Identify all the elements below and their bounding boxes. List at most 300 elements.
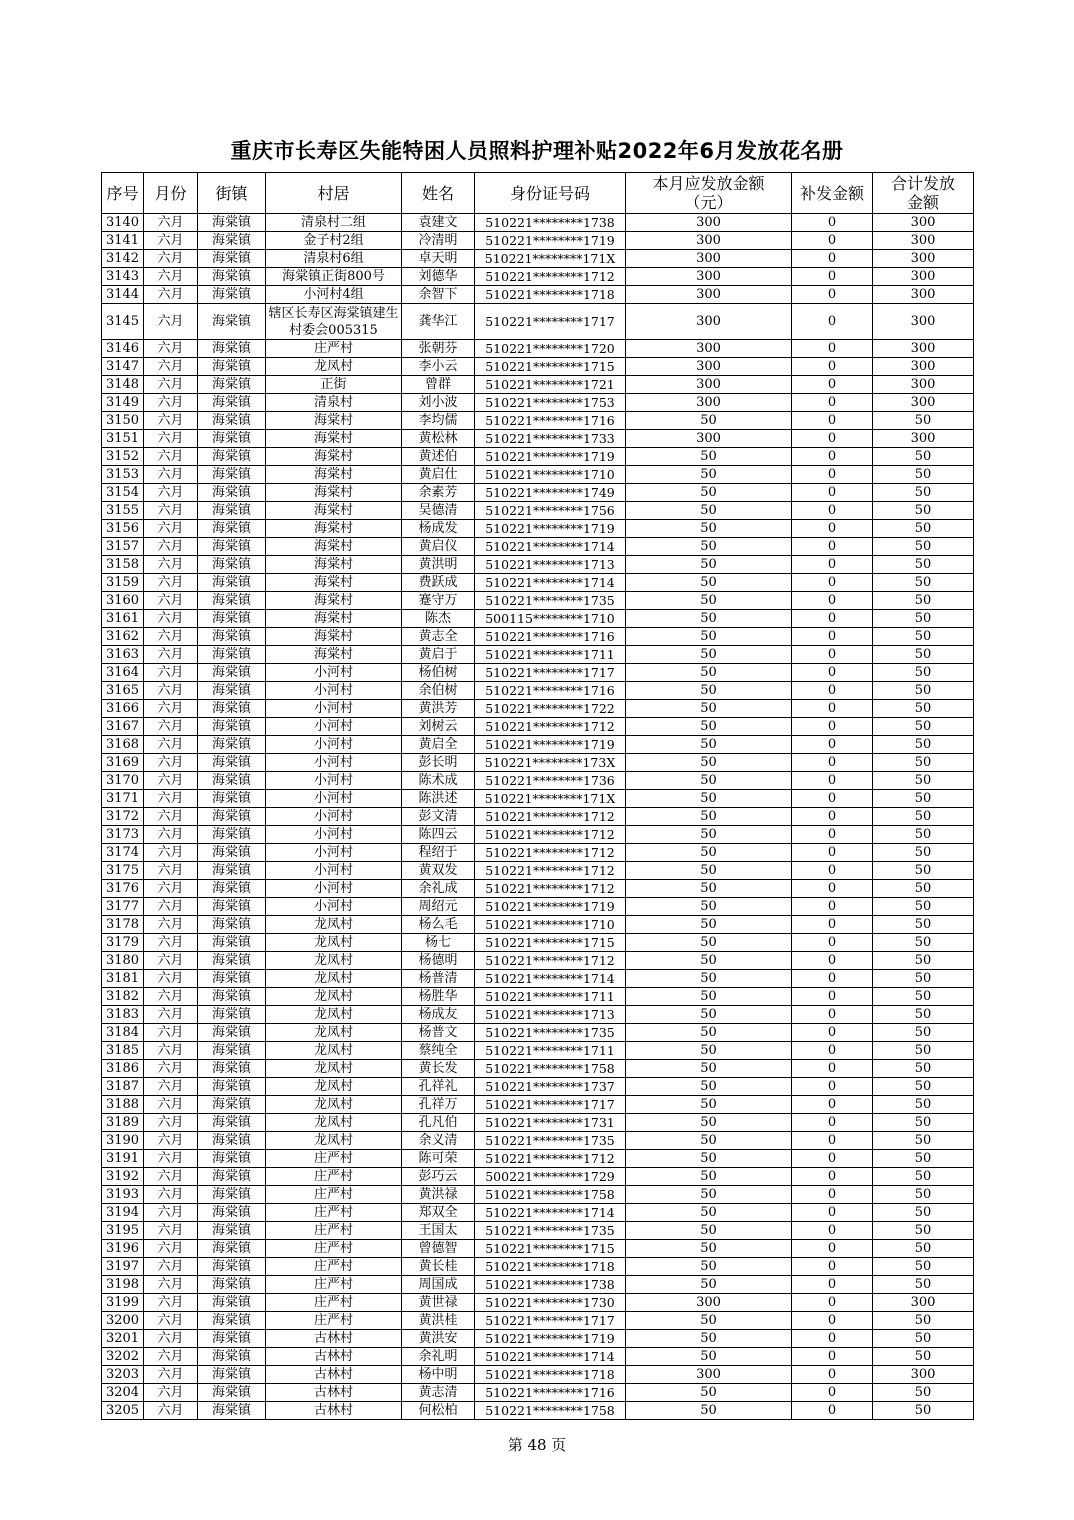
cell-total: 50: [873, 898, 974, 916]
cell-month: 六月: [144, 610, 198, 628]
cell-town: 海棠镇: [198, 1294, 266, 1312]
cell-backpay: 0: [792, 952, 873, 970]
cell-id-number: 510221********1716: [475, 412, 626, 430]
cell-name: 费跃成: [402, 574, 475, 592]
cell-village: 小河村: [266, 790, 402, 808]
cell-total: 50: [873, 844, 974, 862]
cell-monthly-amount: 50: [626, 1024, 792, 1042]
cell-village: 海棠村: [266, 466, 402, 484]
cell-monthly-amount: 300: [626, 286, 792, 304]
cell-monthly-amount: 50: [626, 1330, 792, 1348]
cell-backpay: 0: [792, 1078, 873, 1096]
cell-month: 六月: [144, 1096, 198, 1114]
cell-backpay: 0: [792, 376, 873, 394]
cell-id-number: 510221********1716: [475, 682, 626, 700]
cell-index: 3205: [102, 1402, 144, 1420]
cell-town: 海棠镇: [198, 880, 266, 898]
cell-month: 六月: [144, 1366, 198, 1384]
roster-table: [101, 172, 974, 1420]
cell-monthly-amount: 50: [626, 1240, 792, 1258]
cell-backpay: 0: [792, 412, 873, 430]
cell-name: 黄志清: [402, 1384, 475, 1402]
cell-month: 六月: [144, 1222, 198, 1240]
cell-id-number: 510221********1712: [475, 718, 626, 736]
cell-village: 庄严村: [266, 1222, 402, 1240]
cell-index: 3170: [102, 772, 144, 790]
cell-town: 海棠镇: [198, 214, 266, 232]
cell-index: 3184: [102, 1024, 144, 1042]
table-row: [102, 898, 974, 916]
cell-month: 六月: [144, 1240, 198, 1258]
cell-total: 50: [873, 1060, 974, 1078]
cell-total: 50: [873, 664, 974, 682]
cell-index: 3174: [102, 844, 144, 862]
cell-monthly-amount: 300: [626, 358, 792, 376]
cell-total: 50: [873, 718, 974, 736]
cell-town: 海棠镇: [198, 1096, 266, 1114]
cell-total: 300: [873, 376, 974, 394]
cell-backpay: 0: [792, 826, 873, 844]
cell-monthly-amount: 50: [626, 1384, 792, 1402]
cell-id-number: 510221********1714: [475, 1204, 626, 1222]
cell-index: 3147: [102, 358, 144, 376]
cell-village: 清泉村6组: [266, 250, 402, 268]
cell-monthly-amount: 50: [626, 700, 792, 718]
cell-id-number: 510221********1712: [475, 862, 626, 880]
cell-index: 3177: [102, 898, 144, 916]
cell-total: 50: [873, 952, 974, 970]
cell-monthly-amount: 50: [626, 1222, 792, 1240]
cell-village: 海棠村: [266, 430, 402, 448]
cell-total: 50: [873, 502, 974, 520]
cell-monthly-amount: 50: [626, 646, 792, 664]
cell-month: 六月: [144, 1132, 198, 1150]
cell-total: 300: [873, 430, 974, 448]
cell-index: 3195: [102, 1222, 144, 1240]
cell-monthly-amount: 50: [626, 466, 792, 484]
table-row: [102, 412, 974, 430]
table-row: [102, 1186, 974, 1204]
col-header-name: 姓名: [402, 173, 475, 214]
cell-name: 孔凡伯: [402, 1114, 475, 1132]
cell-index: 3173: [102, 826, 144, 844]
cell-name: 周国成: [402, 1276, 475, 1294]
cell-backpay: 0: [792, 1204, 873, 1222]
cell-village: 庄严村: [266, 1294, 402, 1312]
cell-index: 3192: [102, 1168, 144, 1186]
cell-monthly-amount: 50: [626, 772, 792, 790]
cell-month: 六月: [144, 1024, 198, 1042]
cell-total: 300: [873, 340, 974, 358]
cell-index: 3152: [102, 448, 144, 466]
cell-index: 3162: [102, 628, 144, 646]
cell-total: 50: [873, 970, 974, 988]
cell-village: 古林村: [266, 1348, 402, 1366]
cell-monthly-amount: 50: [626, 448, 792, 466]
cell-village: 小河村: [266, 862, 402, 880]
cell-month: 六月: [144, 1348, 198, 1366]
cell-monthly-amount: 50: [626, 808, 792, 826]
cell-month: 六月: [144, 1330, 198, 1348]
cell-town: 海棠镇: [198, 772, 266, 790]
cell-monthly-amount: 50: [626, 1402, 792, 1420]
cell-backpay: 0: [792, 736, 873, 754]
cell-id-number: 510221********1731: [475, 1114, 626, 1132]
cell-month: 六月: [144, 466, 198, 484]
cell-total: 50: [873, 808, 974, 826]
cell-total: 50: [873, 538, 974, 556]
cell-town: 海棠镇: [198, 736, 266, 754]
cell-index: 3166: [102, 700, 144, 718]
table-row: [102, 304, 974, 340]
cell-name: 张朝芬: [402, 340, 475, 358]
cell-id-number: 500115********1710: [475, 610, 626, 628]
cell-name: 程绍于: [402, 844, 475, 862]
cell-name: 余义清: [402, 1132, 475, 1150]
cell-monthly-amount: 300: [626, 250, 792, 268]
table-row: [102, 250, 974, 268]
cell-backpay: 0: [792, 1222, 873, 1240]
cell-index: 3169: [102, 754, 144, 772]
cell-month: 六月: [144, 592, 198, 610]
table-row: [102, 448, 974, 466]
cell-monthly-amount: 300: [626, 1366, 792, 1384]
cell-name: 周绍元: [402, 898, 475, 916]
cell-name: 杨么毛: [402, 916, 475, 934]
cell-total: 300: [873, 250, 974, 268]
cell-town: 海棠镇: [198, 520, 266, 538]
cell-month: 六月: [144, 664, 198, 682]
cell-index: 3155: [102, 502, 144, 520]
cell-backpay: 0: [792, 304, 873, 340]
cell-id-number: 510221********1714: [475, 1348, 626, 1366]
cell-village: 小河村: [266, 826, 402, 844]
cell-monthly-amount: 50: [626, 556, 792, 574]
cell-town: 海棠镇: [198, 988, 266, 1006]
table-row: [102, 520, 974, 538]
cell-town: 海棠镇: [198, 448, 266, 466]
cell-name: 黄洪禄: [402, 1186, 475, 1204]
cell-village: 龙凤村: [266, 1078, 402, 1096]
cell-total: 300: [873, 214, 974, 232]
cell-village: 小河村: [266, 880, 402, 898]
cell-total: 300: [873, 1294, 974, 1312]
table-row: [102, 232, 974, 250]
cell-name: 杨七: [402, 934, 475, 952]
cell-town: 海棠镇: [198, 574, 266, 592]
cell-id-number: 510221********1758: [475, 1060, 626, 1078]
table-row: [102, 862, 974, 880]
cell-month: 六月: [144, 1384, 198, 1402]
cell-index: 3181: [102, 970, 144, 988]
cell-monthly-amount: 50: [626, 1258, 792, 1276]
cell-village: 海棠村: [266, 520, 402, 538]
cell-backpay: 0: [792, 1330, 873, 1348]
cell-monthly-amount: 300: [626, 304, 792, 340]
cell-town: 海棠镇: [198, 1186, 266, 1204]
cell-monthly-amount: 50: [626, 574, 792, 592]
cell-index: 3163: [102, 646, 144, 664]
table-row: [102, 1402, 974, 1420]
cell-id-number: 510221********171X: [475, 250, 626, 268]
cell-monthly-amount: 50: [626, 412, 792, 430]
cell-index: 3145: [102, 304, 144, 340]
cell-backpay: 0: [792, 1312, 873, 1330]
cell-monthly-amount: 50: [626, 934, 792, 952]
cell-total: 50: [873, 916, 974, 934]
cell-month: 六月: [144, 970, 198, 988]
table-row: [102, 1312, 974, 1330]
cell-total: 50: [873, 1078, 974, 1096]
cell-village: 龙凤村: [266, 1096, 402, 1114]
table-row: [102, 1168, 974, 1186]
cell-village: 小河村: [266, 772, 402, 790]
cell-town: 海棠镇: [198, 898, 266, 916]
cell-town: 海棠镇: [198, 1330, 266, 1348]
cell-index: 3160: [102, 592, 144, 610]
cell-monthly-amount: 300: [626, 214, 792, 232]
cell-total: 50: [873, 1384, 974, 1402]
table-row: [102, 970, 974, 988]
cell-name: 黄洪芳: [402, 700, 475, 718]
cell-backpay: 0: [792, 664, 873, 682]
cell-index: 3151: [102, 430, 144, 448]
cell-village: 海棠村: [266, 646, 402, 664]
cell-backpay: 0: [792, 556, 873, 574]
cell-total: 50: [873, 556, 974, 574]
cell-total: 50: [873, 1042, 974, 1060]
cell-backpay: 0: [792, 502, 873, 520]
cell-name: 黄述伯: [402, 448, 475, 466]
cell-id-number: 510221********1718: [475, 286, 626, 304]
cell-month: 六月: [144, 772, 198, 790]
cell-town: 海棠镇: [198, 862, 266, 880]
cell-index: 3183: [102, 1006, 144, 1024]
cell-month: 六月: [144, 862, 198, 880]
cell-village: 小河村: [266, 898, 402, 916]
cell-town: 海棠镇: [198, 1276, 266, 1294]
cell-name: 李均儒: [402, 412, 475, 430]
cell-name: 冷清明: [402, 232, 475, 250]
cell-town: 海棠镇: [198, 340, 266, 358]
cell-total: 50: [873, 610, 974, 628]
cell-village: 小河村: [266, 682, 402, 700]
cell-total: 50: [873, 646, 974, 664]
cell-monthly-amount: 300: [626, 232, 792, 250]
cell-id-number: 510221********1712: [475, 268, 626, 286]
cell-name: 黄启于: [402, 646, 475, 664]
cell-index: 3171: [102, 790, 144, 808]
table-row: [102, 772, 974, 790]
cell-name: 黄启全: [402, 736, 475, 754]
cell-backpay: 0: [792, 430, 873, 448]
cell-id-number: 510221********1713: [475, 556, 626, 574]
cell-town: 海棠镇: [198, 1366, 266, 1384]
cell-name: 陈杰: [402, 610, 475, 628]
cell-name: 黄洪桂: [402, 1312, 475, 1330]
cell-town: 海棠镇: [198, 1060, 266, 1078]
cell-village: 古林村: [266, 1384, 402, 1402]
table-row: [102, 1348, 974, 1366]
cell-id-number: 510221********1711: [475, 646, 626, 664]
cell-total: 300: [873, 268, 974, 286]
col-header-village: 村居: [266, 173, 402, 214]
cell-total: 50: [873, 1114, 974, 1132]
cell-total: 50: [873, 790, 974, 808]
cell-backpay: 0: [792, 970, 873, 988]
table-row: [102, 466, 974, 484]
table-row: [102, 844, 974, 862]
cell-village: 庄严村: [266, 1186, 402, 1204]
cell-month: 六月: [144, 1150, 198, 1168]
cell-backpay: 0: [792, 1258, 873, 1276]
table-row: [102, 556, 974, 574]
cell-village: 辖区长寿区海棠镇建生村委会005315: [266, 304, 402, 340]
table-row: [102, 574, 974, 592]
cell-name: 余礼成: [402, 880, 475, 898]
cell-town: 海棠镇: [198, 412, 266, 430]
cell-month: 六月: [144, 754, 198, 772]
cell-town: 海棠镇: [198, 358, 266, 376]
cell-index: 3156: [102, 520, 144, 538]
cell-backpay: 0: [792, 1006, 873, 1024]
cell-backpay: 0: [792, 448, 873, 466]
cell-total: 300: [873, 304, 974, 340]
cell-id-number: 510221********1719: [475, 232, 626, 250]
cell-backpay: 0: [792, 844, 873, 862]
cell-total: 50: [873, 862, 974, 880]
cell-month: 六月: [144, 1294, 198, 1312]
cell-total: 50: [873, 826, 974, 844]
table-row: [102, 1384, 974, 1402]
cell-month: 六月: [144, 1042, 198, 1060]
cell-name: 黄长发: [402, 1060, 475, 1078]
cell-backpay: 0: [792, 1060, 873, 1078]
table-row: [102, 214, 974, 232]
cell-village: 海棠村: [266, 484, 402, 502]
cell-town: 海棠镇: [198, 502, 266, 520]
cell-backpay: 0: [792, 394, 873, 412]
cell-index: 3168: [102, 736, 144, 754]
cell-monthly-amount: 50: [626, 484, 792, 502]
cell-month: 六月: [144, 1312, 198, 1330]
cell-total: 50: [873, 736, 974, 754]
cell-village: 龙凤村: [266, 1060, 402, 1078]
cell-monthly-amount: 50: [626, 1168, 792, 1186]
cell-monthly-amount: 50: [626, 1312, 792, 1330]
cell-name: 吴德清: [402, 502, 475, 520]
cell-index: 3198: [102, 1276, 144, 1294]
cell-town: 海棠镇: [198, 1078, 266, 1096]
cell-index: 3179: [102, 934, 144, 952]
cell-name: 刘德华: [402, 268, 475, 286]
cell-village: 庄严村: [266, 1312, 402, 1330]
cell-name: 王国太: [402, 1222, 475, 1240]
cell-total: 50: [873, 754, 974, 772]
cell-monthly-amount: 50: [626, 916, 792, 934]
cell-monthly-amount: 50: [626, 1348, 792, 1366]
cell-total: 50: [873, 700, 974, 718]
cell-index: 3186: [102, 1060, 144, 1078]
cell-index: 3153: [102, 466, 144, 484]
table-row: [102, 1024, 974, 1042]
cell-month: 六月: [144, 1078, 198, 1096]
cell-month: 六月: [144, 520, 198, 538]
cell-month: 六月: [144, 1204, 198, 1222]
cell-name: 杨成友: [402, 1006, 475, 1024]
cell-id-number: 510221********1719: [475, 520, 626, 538]
cell-village: 清泉村: [266, 394, 402, 412]
cell-village: 清泉村二组: [266, 214, 402, 232]
cell-name: 陈洪述: [402, 790, 475, 808]
cell-id-number: 510221********1719: [475, 448, 626, 466]
cell-id-number: 510221********1712: [475, 952, 626, 970]
cell-backpay: 0: [792, 1366, 873, 1384]
cell-town: 海棠镇: [198, 232, 266, 250]
cell-village: 龙凤村: [266, 1006, 402, 1024]
table-row: [102, 592, 974, 610]
cell-backpay: 0: [792, 520, 873, 538]
cell-index: 3202: [102, 1348, 144, 1366]
table-row: [102, 826, 974, 844]
cell-town: 海棠镇: [198, 718, 266, 736]
table-row: [102, 682, 974, 700]
cell-name: 彭长明: [402, 754, 475, 772]
cell-backpay: 0: [792, 1168, 873, 1186]
cell-name: 杨伯树: [402, 664, 475, 682]
cell-total: 50: [873, 1276, 974, 1294]
cell-index: 3200: [102, 1312, 144, 1330]
cell-monthly-amount: 50: [626, 592, 792, 610]
cell-id-number: 510221********173X: [475, 754, 626, 772]
cell-backpay: 0: [792, 1150, 873, 1168]
cell-id-number: 510221********1738: [475, 1276, 626, 1294]
cell-town: 海棠镇: [198, 970, 266, 988]
cell-village: 庄严村: [266, 340, 402, 358]
cell-month: 六月: [144, 448, 198, 466]
cell-village: 海棠镇正街800号: [266, 268, 402, 286]
table-row: [102, 1042, 974, 1060]
cell-id-number: 510221********171X: [475, 790, 626, 808]
table-row: [102, 1114, 974, 1132]
cell-name: 陈四云: [402, 826, 475, 844]
cell-id-number: 510221********1714: [475, 538, 626, 556]
cell-index: 3146: [102, 340, 144, 358]
cell-id-number: 510221********1711: [475, 988, 626, 1006]
cell-monthly-amount: 50: [626, 718, 792, 736]
cell-village: 小河村: [266, 754, 402, 772]
cell-backpay: 0: [792, 718, 873, 736]
cell-id-number: 510221********1758: [475, 1402, 626, 1420]
cell-id-number: 510221********1717: [475, 1312, 626, 1330]
cell-index: 3175: [102, 862, 144, 880]
cell-index: 3161: [102, 610, 144, 628]
cell-town: 海棠镇: [198, 1168, 266, 1186]
col-header-total: 合计发放金额: [873, 173, 974, 214]
cell-monthly-amount: 50: [626, 502, 792, 520]
cell-name: 黄松林: [402, 430, 475, 448]
cell-id-number: 510221********1749: [475, 484, 626, 502]
cell-total: 50: [873, 880, 974, 898]
cell-name: 黄洪明: [402, 556, 475, 574]
cell-backpay: 0: [792, 1348, 873, 1366]
table-row: [102, 1150, 974, 1168]
table-body: [102, 214, 974, 1420]
cell-backpay: 0: [792, 538, 873, 556]
cell-backpay: 0: [792, 484, 873, 502]
cell-total: 300: [873, 394, 974, 412]
cell-monthly-amount: 50: [626, 610, 792, 628]
